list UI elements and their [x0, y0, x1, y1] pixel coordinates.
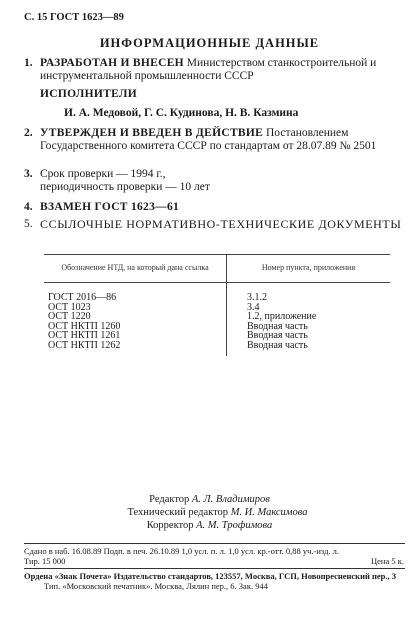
item-text: [40, 168, 402, 194]
editor-label: Корректор: [146, 520, 194, 531]
ispolniteli-label: ИСПОЛНИТЕЛИ: [40, 88, 138, 100]
table-cell-clause: 3.1.2: [247, 292, 267, 303]
table-row: [44, 341, 390, 357]
item-number: 2.: [24, 127, 33, 139]
editor-name: А. М. Трофимова: [196, 520, 273, 531]
info-item-2: [24, 127, 402, 171]
item-lead: ВЗАМЕН ГОСТ 1623—61: [40, 201, 180, 213]
table-cell-ntd: ОСТ НКТП 1261: [44, 331, 227, 341]
divider: [24, 543, 405, 544]
info-item-4: [24, 201, 402, 215]
table-cell-clause: 1.2, приложение: [247, 311, 317, 322]
print-info-line-2: [24, 556, 404, 566]
editor-name: А. Л. Владимиров: [191, 494, 270, 505]
item-text: [40, 127, 402, 153]
item-lead: РАЗРАБОТАН И ВНЕСЕН: [40, 57, 184, 69]
item-number: 5.: [24, 218, 33, 230]
tech-editor-line: [8, 507, 419, 518]
item-lead: УТВЕРЖДЕН И ВВЕДЕН В ДЕЙСТВИЕ: [40, 127, 264, 139]
item-text: [40, 201, 402, 214]
divider: [24, 568, 405, 569]
publisher-line-2: Тип. «Московский печатник». Москва, Лялин пер., 6. Зак. 944: [44, 581, 268, 591]
table-header-row: [44, 255, 390, 283]
table-row: [44, 303, 390, 313]
section-title: ИНФОРМАЦИОННЫЕ ДАННЫЕ: [99, 36, 320, 50]
info-item-5: [24, 218, 402, 248]
item-body: Министерством станкостроительной и инструментальной промышленности СССР: [40, 57, 377, 82]
page-header: С. 15 ГОСТ 1623—89: [24, 12, 124, 23]
table-cell-ntd: ОСТ НКТП 1260: [44, 322, 227, 332]
table-cell-clause: Вводная часть: [247, 339, 308, 351]
item-text: [40, 57, 402, 83]
editor-label: Редактор: [149, 494, 190, 505]
item-number: 1.: [24, 57, 33, 69]
info-item-3: [24, 168, 402, 198]
item-body: Постановлением Государственного комитета СССР по стандартам от 28.07.89 № 2501: [40, 127, 377, 152]
info-item-1: [24, 57, 402, 87]
corrector-line: [0, 520, 419, 531]
item-line: периодичность проверки — 10 лет: [40, 181, 210, 193]
publisher-line-1: Ордена «Знак Почета» Издательство стандартов, 123557, Москва, ГСП, Новопресненский пер., 3: [24, 571, 397, 581]
editor-line: [0, 494, 419, 505]
table-cell-clause: Вводная часть: [247, 320, 308, 332]
item-text: [40, 218, 402, 232]
column-header-ntd: Обозначение НТД, на который дана ссылка: [44, 255, 227, 283]
editor-name: М. И. Максимова: [230, 507, 308, 518]
item-number: 3.: [24, 168, 33, 180]
item-number: 4.: [24, 201, 33, 213]
table-cell-clause: 3.4: [247, 301, 260, 313]
table-cell-ntd: ОСТ 1023: [44, 303, 227, 313]
ispolniteli-names: И. А. Медовой, Г. С. Кудинова, Н. В. Казмина: [64, 107, 299, 119]
item-lead: ССЫЛОЧНЫЕ НОРМАТИВНО-ТЕХНИЧЕСКИЕ ДОКУМЕНТЫ: [40, 217, 402, 231]
table-row: [44, 283, 390, 303]
item-line: Срок проверки — 1994 г.,: [40, 168, 166, 180]
table-cell-clause: Вводная часть: [247, 330, 308, 341]
ntd-reference-table: [44, 254, 390, 356]
table-cell-ntd: ОСТ НКТП 1262: [44, 341, 227, 357]
table-cell-ntd: ГОСТ 2016—86: [44, 283, 227, 303]
editor-label: Технический редактор: [127, 507, 229, 518]
print-info-line-1: Сдано в наб. 16.08.89 Подп. в печ. 26.10.89 1,0 усл. п. л. 1,0 усл. кр.-отт. 0,88 уч.-изд. л.: [24, 546, 340, 556]
column-header-clause: Номер пункта, приложения: [227, 255, 391, 283]
price: Цена 5 к.: [371, 556, 404, 566]
table-cell-ntd: ОСТ 1220: [44, 312, 227, 322]
print-run: Тир. 15 000: [24, 556, 66, 566]
